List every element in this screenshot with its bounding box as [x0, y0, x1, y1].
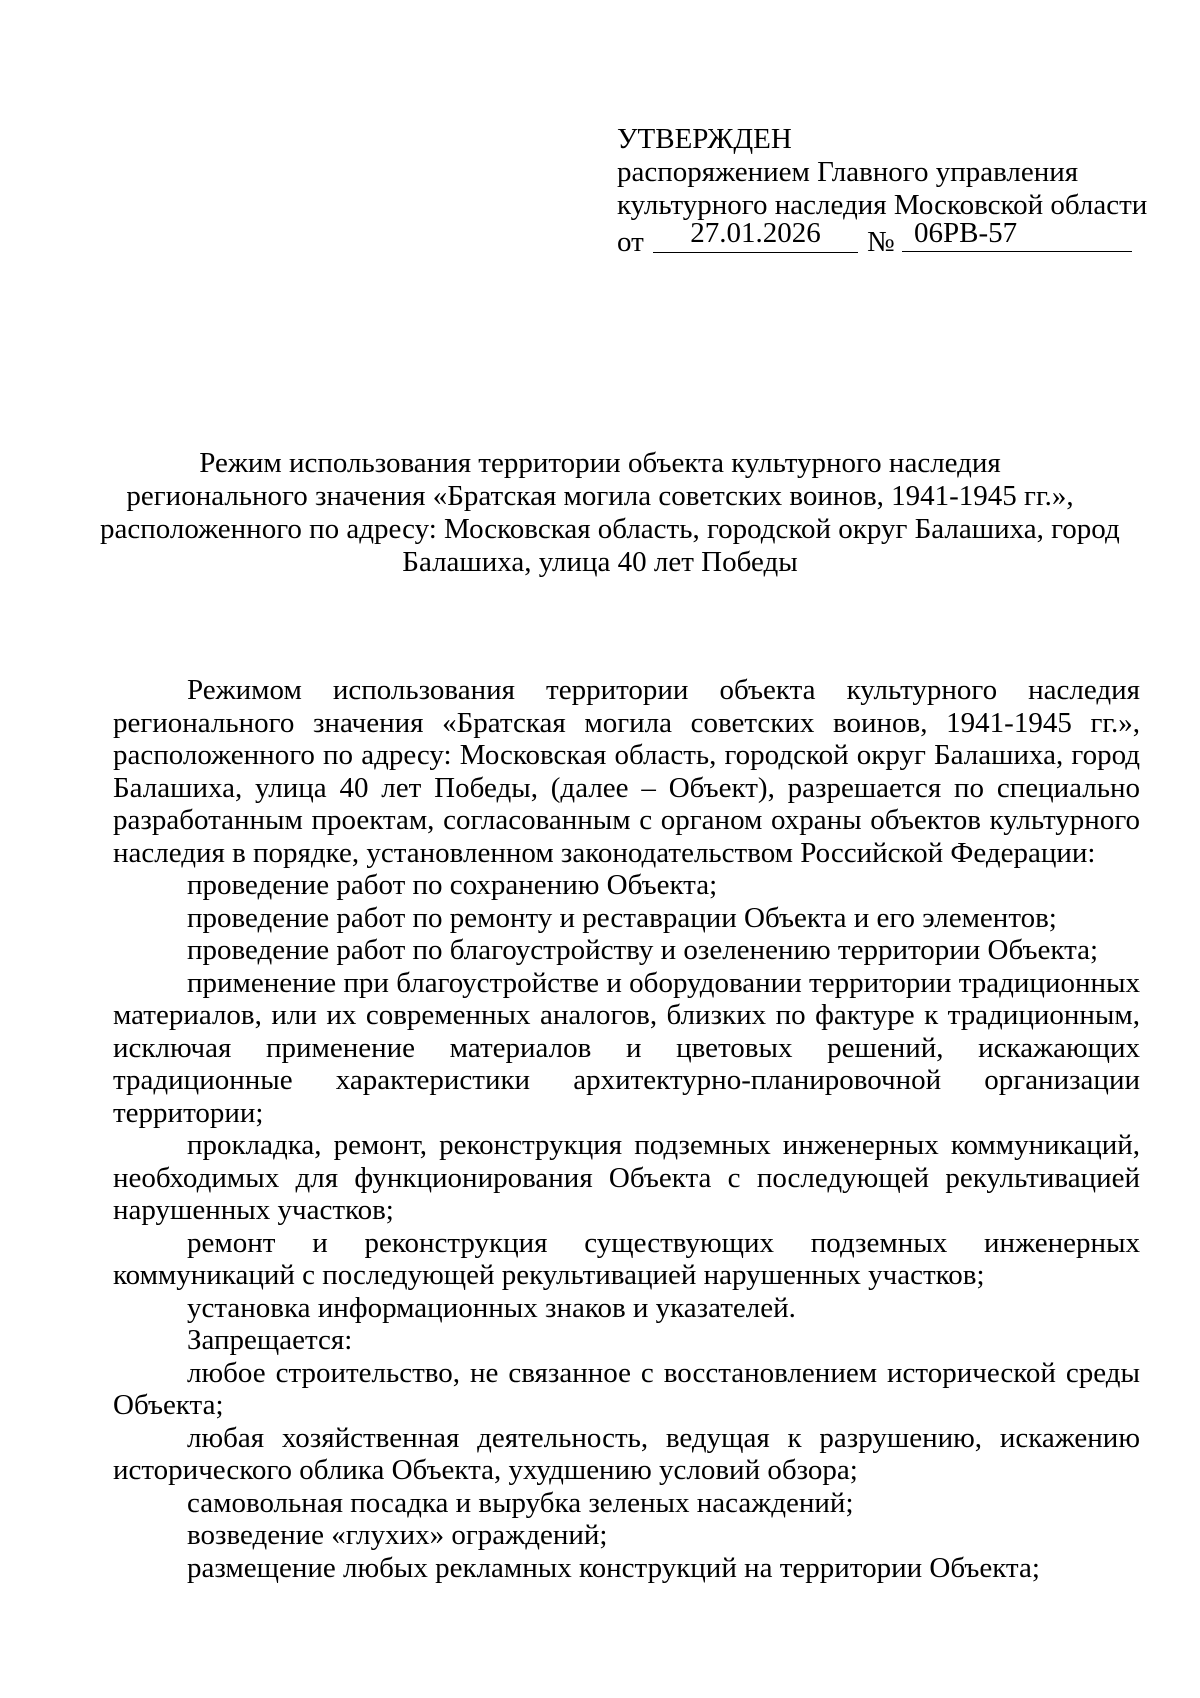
title-line-4: Балашиха, улица 40 лет Победы — [402, 546, 798, 578]
approval-stamp — [617, 123, 1148, 258]
title-line-3: расположенного по адресу: Московская область, городской округ Балашиха, город — [100, 513, 1120, 545]
body-paragraph-intro: Режимом использования территории объекта культурного наследия регионального значения «Братская могила советских воинов, 1941-1945 гг.», расположенного по адресу: Московская область, городской округ Балашиха, город Балашиха, улица 40 лет Победы, (далее – Объект), разрешается по специально разработанным проектам, согласованным с органом охраны объектов культурного наследия в порядке, установленном законодательством Российской Федерации: — [113, 674, 1140, 869]
document-title — [100, 447, 1120, 579]
approval-number-sign: № — [867, 226, 895, 258]
body-paragraph: самовольная посадка и вырубка зеленых насаждений; — [187, 1486, 854, 1519]
body-paragraph: прокладка, ремонт, реконструкция подземных инженерных коммуникаций, необходимых для функционирования Объекта с последующей рекультивацией нарушенных участков; — [113, 1129, 1140, 1226]
title-line-1: Режим использования территории объекта культурного наследия — [199, 447, 1001, 479]
body-paragraph: применение при благоустройстве и оборудовании территории традиционных материалов, или их современных аналогов, близких по фактуре к традиционным, исключая применение материалов и цветовых решений, искажающих традиционные характеристики архитектурно-планировочной организации территории; — [113, 966, 1140, 1129]
approval-date: 27.01.2026 — [653, 216, 858, 253]
body-paragraph: ремонт и реконструкция существующих подземных инженерных коммуникаций с последующей рекультивацией нарушенных участков; — [113, 1226, 1140, 1291]
body-paragraph: установка информационных знаков и указателей. — [187, 1291, 796, 1324]
title-line-2: регионального значения «Братская могила советских воинов, 1941-1945 гг.», — [126, 480, 1074, 512]
approval-line-1: распоряжением Главного управления — [617, 156, 1079, 188]
body-paragraph: возведение «глухих» ограждений; — [187, 1519, 608, 1551]
body-paragraph: проведение работ по благоустройству и озеленению территории Объекта; — [187, 934, 1099, 966]
body-paragraph: размещение любых рекламных конструкций на территории Объекта; — [187, 1551, 1040, 1584]
body-paragraph: любое строительство, не связанное с восстановлением исторической среды Объекта; — [113, 1356, 1140, 1421]
approval-from-label: от — [617, 226, 644, 258]
document-body — [113, 674, 1140, 1584]
body-paragraph: любая хозяйственная деятельность, ведущая к разрушению, искажению исторического облика Объекта, ухудшению условий обзора; — [113, 1421, 1140, 1486]
body-paragraph: проведение работ по сохранению Объекта; — [187, 869, 718, 901]
body-paragraph: проведение работ по ремонту и реставрации Объекта и его элементов; — [187, 901, 1057, 934]
approval-number: 06РВ-57 — [902, 216, 1132, 252]
approval-date-row — [617, 217, 1137, 258]
approval-heading: УТВЕРЖДЕН — [617, 123, 792, 155]
body-paragraph-prohibited-heading: Запрещается: — [187, 1324, 353, 1356]
approval-line-2: культурного наследия Московской области — [617, 189, 1148, 221]
